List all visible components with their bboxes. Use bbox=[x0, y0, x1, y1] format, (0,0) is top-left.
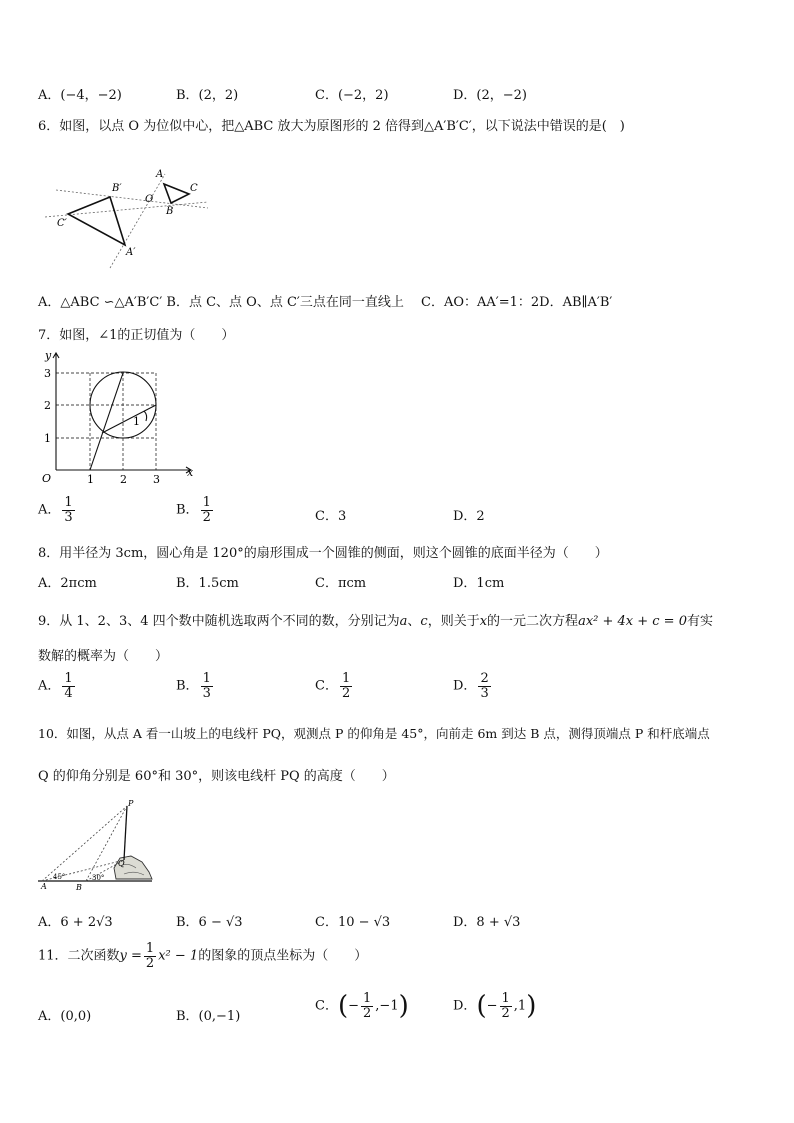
q7-option-b: B． $\frac{1}{2}$ bbox=[176, 495, 211, 525]
q10-option-b: B．6 − √3 bbox=[176, 915, 243, 930]
q11-option-a: A．(0,0) bbox=[38, 1009, 92, 1024]
q10-label-p: P bbox=[128, 799, 134, 808]
q7-xtick-1: 1 bbox=[87, 473, 94, 485]
q6-label-a: A bbox=[156, 169, 164, 180]
q11-option-b: B．(0,−1) bbox=[176, 1009, 241, 1024]
q10-figure bbox=[36, 796, 156, 891]
q7-ytick-1: 1 bbox=[44, 432, 51, 445]
q7-angle-label: 1 bbox=[133, 415, 140, 428]
q7-stem: 7．如图，∠1的正切值为（ ） bbox=[38, 328, 235, 343]
q6-label-c: C bbox=[190, 183, 198, 194]
q6-label-b1: B′ bbox=[112, 183, 122, 194]
q10-option-d: D．8 + √3 bbox=[453, 915, 521, 930]
q9-option-b: B． $\frac{1}{3}$ bbox=[176, 671, 211, 701]
q6-options: A．△ABC ∽△A′B′C′ B．点 C、点 O、点 C′三点在同一直线上 C．AO：AA′=1：2D．AB∥A′B′ bbox=[38, 295, 613, 310]
q7-option-d: D．2 bbox=[453, 509, 485, 524]
q10-label-b: B bbox=[76, 883, 82, 891]
q8-stem: 8．用半径为 3cm，圆心角是 120°的扇形围成一个圆锥的侧面，则这个圆锥的底面半径为（ ） bbox=[38, 546, 608, 561]
q5-option-a: A．(−4，−2) bbox=[38, 88, 122, 103]
q11-stem: 11．二次函数y = $\frac{1}{2}$ x² − 1的图象的顶点坐标为（ ） bbox=[38, 941, 368, 971]
q6-label-c1: C′ bbox=[57, 218, 67, 229]
q7-ytick-2: 2 bbox=[44, 399, 51, 412]
q7-xtick-2: 2 bbox=[120, 473, 127, 485]
q6-label-b: B bbox=[166, 206, 174, 217]
q10-stem-line1: 10．如图，从点 A 看一山坡上的电线杆 PQ，观测点 P 的仰角是 45°，向前走 6m 到达 B 点，测得顶端点 P 和杆底端点 bbox=[38, 726, 710, 741]
q5-option-d: D．(2，−2) bbox=[453, 88, 528, 103]
q10-label-q: Q bbox=[118, 859, 125, 868]
q6-stem: 6．如图，以点 O 为位似中心，把△ABC 放大为原图形的 2 倍得到△A′B′C′，以下说法中错误的是( ) bbox=[38, 119, 625, 134]
q11-option-c: C．(− $\frac{1}{2}$ ,−1) bbox=[315, 991, 409, 1022]
q9-stem-line2: 数解的概率为（ ） bbox=[38, 649, 169, 664]
q7-option-c: C．3 bbox=[315, 509, 347, 524]
q8-option-d: D．1cm bbox=[453, 576, 505, 591]
q6-label-a1: A′ bbox=[126, 247, 136, 258]
q10-option-c: C．10 − √3 bbox=[315, 915, 391, 930]
q7-figure bbox=[36, 345, 198, 485]
q9-option-c: C． $\frac{1}{2}$ bbox=[315, 671, 351, 701]
q7-ytick-3: 3 bbox=[44, 367, 51, 380]
q6-figure bbox=[40, 160, 220, 272]
q10-option-a: A．6 + 2√3 bbox=[38, 915, 113, 930]
q5-option-c: C．(−2，2) bbox=[315, 88, 389, 103]
q10-label-a: A bbox=[41, 882, 47, 891]
q5-option-b: B．(2，2) bbox=[176, 88, 239, 103]
q9-option-d: D． $\frac{2}{3}$ bbox=[453, 671, 489, 701]
q10-stem-line2: Q 的仰角分别是 60°和 30°，则该电线杆 PQ 的高度（ ） bbox=[38, 769, 395, 784]
q7-label-o: O bbox=[42, 472, 52, 485]
q8-option-b: B．1.5cm bbox=[176, 576, 239, 591]
q6-label-o: O bbox=[145, 194, 154, 205]
q10-label-45: 45° bbox=[53, 873, 66, 881]
q8-option-c: C．πcm bbox=[315, 576, 367, 591]
q9-stem: 9．从 1、2、3、4 四个数中随机选取两个不同的数，分别记为a、c，则关于x的一元二次方程ax² + 4x + c = 0有实 bbox=[38, 614, 713, 629]
q11-option-d: D．(− $\frac{1}{2}$ ,1) bbox=[453, 991, 537, 1022]
q7-xtick-3: 3 bbox=[153, 473, 160, 485]
q8-option-a: A．2πcm bbox=[38, 576, 97, 591]
q7-label-y: y bbox=[45, 349, 52, 362]
q7-label-x: x bbox=[187, 466, 194, 479]
q7-option-a: A． $\frac{1}{3}$ bbox=[38, 495, 73, 525]
q9-option-a: A． $\frac{1}{4}$ bbox=[38, 671, 73, 701]
q10-label-30: 30° bbox=[92, 874, 105, 882]
